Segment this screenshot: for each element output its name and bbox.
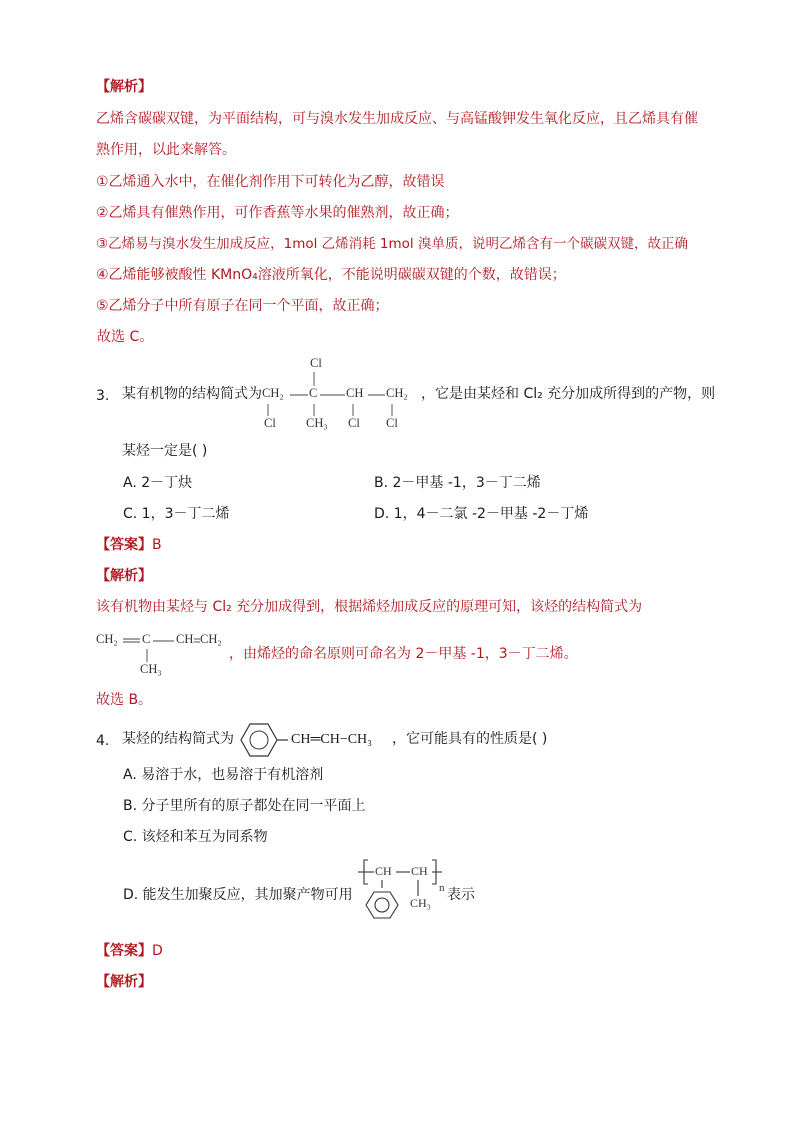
q3-formula-cl-top: Cl [310, 356, 322, 370]
q3-analysis-formula-ch: CH [176, 632, 194, 646]
q4-answer [96, 941, 163, 961]
q2-analysis-line-4: ②乙烯具有催熟作用，可作香蕉等水果的催熟剂，故正确； [96, 205, 459, 221]
q3-analysis-formula-bonds [96, 632, 236, 678]
q3-formula-sub-ch3: CH₃ [306, 416, 328, 430]
q3-option-c: C. 1，3－丁二烯 [123, 506, 230, 522]
benzene-ring-icon [238, 720, 288, 760]
q2-analysis-line-2: 熟作用，以此来解答。 [96, 142, 236, 158]
q2-analysis-line-6: ④乙烯能够被酸性 KMnO₄溶液所氧化，不能说明碳碳双键的个数，故错误； [96, 267, 566, 283]
q3-analysis-formula-ch2-right: CH₂ [200, 632, 222, 646]
q3-stem-line-2: 某烃一定是( ) [122, 443, 208, 459]
q3-number: 3. [96, 388, 110, 404]
q4-option-c: C. 该烃和苯互为同系物 [123, 829, 268, 845]
q4-answer-label: 【答案】 [96, 943, 152, 959]
q2-analysis-label: 【解析】 [96, 79, 152, 95]
q4-polymer-bonds [358, 856, 458, 922]
q3-analysis-formula-ch2-left: CH₂ [96, 632, 118, 646]
q4-polymer-ch-2: CH [411, 864, 428, 878]
q3-formula-sub-cl-3: Cl [386, 416, 398, 430]
q4-number: 4. [96, 733, 110, 749]
q4-polymer-ch3: CH₃ [410, 896, 431, 910]
q3-formula-ch: CH [346, 386, 364, 400]
q4-polymer-n: n [439, 882, 445, 894]
q2-conclusion: 故选 C。 [97, 329, 154, 345]
q3-analysis-line-1: 该有机物由某烃与 Cl₂ 充分加成得到，根据烯烃加成反应的原理可知，该烃的结构简式为 [96, 599, 643, 615]
q3-option-b: B. 2－甲基 -1，3－丁二烯 [374, 475, 541, 491]
q3-formula-c: C [309, 386, 318, 400]
q3-conclusion: 故选 B。 [96, 692, 153, 708]
q4-option-d-before: D. 能发生加聚反应，其加聚产物可用 [123, 887, 353, 903]
q3-option-d: D. 1，4－二氯 -2－甲基 -2－丁烯 [374, 506, 589, 522]
q3-stem-after: ，它是由某烃和 Cl₂ 充分加成所得到的产物，则 [421, 386, 716, 402]
q3-analysis-label: 【解析】 [96, 568, 152, 584]
q4-answer-value: D [152, 943, 163, 959]
q3-formula-ch2-right: CH₂ [386, 386, 408, 400]
q4-stem-before: 某烃的结构简式为 [122, 731, 234, 747]
q3-analysis-formula-ch3: CH₃ [140, 662, 162, 676]
q2-analysis-line-1: 乙烯含碳碳双键，为平面结构，可与溴水发生加成反应、与高锰酸钾发生氧化反应，且乙烯具有催 [96, 111, 698, 127]
q3-structural-formula [262, 356, 422, 434]
q2-analysis-line-7: ⑤乙烯分子中所有原子在同一个平面，故正确； [96, 298, 389, 314]
q4-polymer-ch-1: CH [375, 864, 392, 878]
q3-answer [96, 535, 162, 555]
q3-formula-ch2-left: CH₂ [262, 386, 284, 400]
q2-analysis-line-3: ①乙烯通入水中，在催化剂作用下可转化为乙醇，故错误 [96, 174, 445, 190]
q4-stem-formula: CH═CH−CH₃ [291, 732, 373, 747]
q3-analysis-line-2: ，由烯烃的命名原则可命名为 2－甲基 -1，3－丁二烯。 [229, 646, 578, 662]
q3-option-a: A. 2－丁炔 [123, 475, 193, 491]
q3-formula-bonds [262, 356, 422, 434]
q3-formula-sub-cl-2: Cl [348, 416, 360, 430]
q4-stem-after: ，它可能具有的性质是( ) [392, 731, 548, 747]
q4-option-d-after: 表示 [447, 887, 475, 903]
q3-analysis-formula [96, 632, 236, 678]
q3-analysis-formula-c: C [142, 632, 151, 646]
q3-answer-value: B [152, 537, 162, 553]
q4-analysis-label: 【解析】 [96, 974, 152, 990]
q3-formula-sub-cl-1: Cl [264, 416, 276, 430]
q4-option-a: A. 易溶于水，也易溶于有机溶剂 [123, 767, 324, 783]
q3-stem-before: 某有机物的结构简式为 [122, 386, 262, 402]
q3-answer-label: 【答案】 [96, 537, 152, 553]
q4-option-b: B. 分子里所有的原子都处在同一平面上 [123, 798, 366, 814]
q4-polymer-structure [358, 856, 458, 922]
q2-analysis-line-5: ③乙烯易与溴水发生加成反应，1mol 乙烯消耗 1mol 溴单质，说明乙烯含有一个碳碳双键，故正确 [96, 236, 688, 252]
